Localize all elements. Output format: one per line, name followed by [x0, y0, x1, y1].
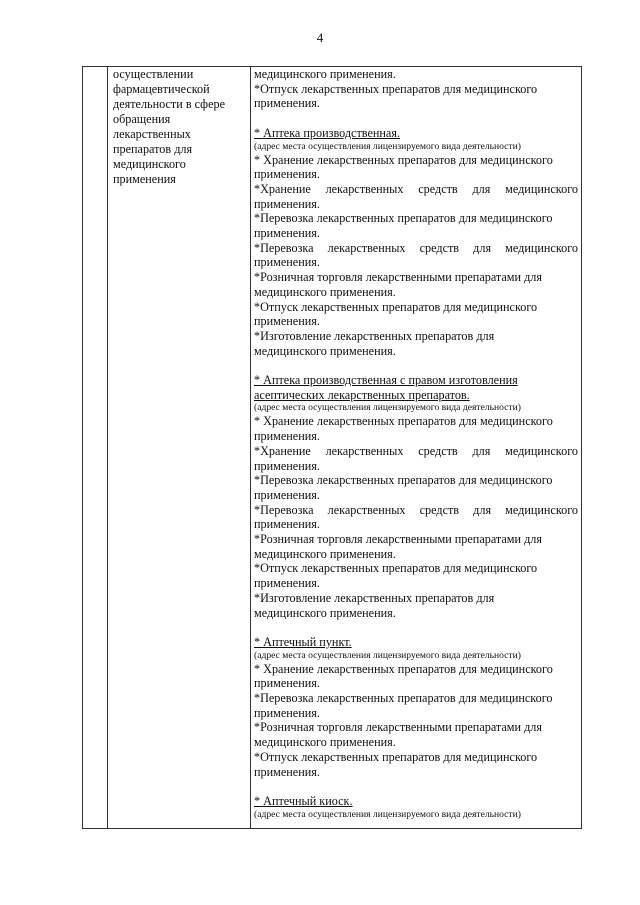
activity-name-line: деятельности в сфере — [113, 97, 225, 111]
activity-name-line: фармацевтической — [113, 82, 210, 96]
activity-item-cont: применения. — [254, 517, 320, 532]
page-number: 4 — [316, 30, 324, 45]
activity-item: *Перевозка лекарственных средств для медицинского — [254, 502, 578, 517]
activity-item-cont: применения. — [254, 255, 320, 270]
activity-item: *Отпуск лекарственных препаратов для медицинского — [254, 749, 538, 764]
address-note: (адрес места осуществления лицензируемого вида деятельности) — [254, 402, 521, 414]
activity-item-cont: медицинского применения. — [254, 605, 396, 620]
activity-item: *Хранение лекарственных средств для медицинского — [254, 443, 578, 458]
activity-item-cont: применения. — [254, 226, 320, 241]
activity-item-cont: применения. — [254, 314, 320, 329]
intro-line: *Отпуск лекарственных препаратов для медицинского — [254, 81, 538, 96]
activity-item-cont: применения. — [254, 458, 320, 473]
activity-item-cont: применения. — [254, 429, 320, 444]
facility-section — [254, 635, 578, 779]
activity-name-line: медицинского — [113, 157, 186, 171]
activity-name-line: лекарственных — [113, 127, 191, 141]
address-note: (адрес места осуществления лицензируемого вида деятельности) — [254, 140, 521, 152]
address-note: (адрес места осуществления лицензируемого вида деятельности) — [254, 649, 521, 661]
activity-item-cont: применения. — [254, 196, 320, 211]
activity-item: *Перевозка лекарственных препаратов для медицинского — [254, 691, 553, 706]
activity-item: *Хранение лекарственных средств для медицинского — [254, 181, 578, 196]
activity-item-cont: медицинского применения. — [254, 284, 396, 299]
activity-name-line: препаратов для — [113, 142, 193, 156]
activity-item-cont: медицинского применения. — [254, 546, 396, 561]
activity-item-cont: применения. — [254, 764, 320, 779]
activity-item-cont: применения. — [254, 167, 320, 182]
section-title: * Аптечный пункт. — [254, 634, 352, 649]
activity-item-cont: медицинского применения. — [254, 735, 396, 750]
activity-item: *Розничная торговля лекарственными препаратами для — [254, 270, 542, 285]
column-divider-1 — [107, 66, 108, 829]
facility-section — [254, 126, 578, 359]
activity-item-cont: применения. — [254, 705, 320, 720]
activity-item: *Перевозка лекарственных препаратов для медицинского — [254, 473, 553, 488]
activity-item: *Изготовление лекарственных препаратов для — [254, 328, 495, 343]
activity-item-cont: применения. — [254, 576, 320, 591]
activity-item-cont: медицинского применения. — [254, 343, 396, 358]
section-title: * Аптечный киоск. — [254, 793, 353, 808]
facilities-cell — [254, 67, 578, 821]
facility-section — [254, 373, 578, 620]
activity-item: * Хранение лекарственных препаратов для медицинского — [254, 152, 553, 167]
activity-item-cont: применения. — [254, 487, 320, 502]
activity-name-line: обращения — [113, 112, 171, 126]
activity-name-line: осуществлении — [113, 67, 194, 81]
activity-item: *Перевозка лекарственных препаратов для медицинского — [254, 211, 553, 226]
activity-item: *Перевозка лекарственных средств для медицинского — [254, 240, 578, 255]
activity-item: *Розничная торговля лекарственными препаратами для — [254, 532, 542, 547]
activity-name-cell — [113, 67, 248, 187]
intro-line: применения. — [254, 96, 320, 111]
section-title: асептических лекарственных препаратов. — [254, 387, 470, 402]
section-title: * Аптека производственная. — [254, 125, 400, 140]
activity-item: *Отпуск лекарственных препаратов для медицинского — [254, 561, 538, 576]
activity-item: * Хранение лекарственных препаратов для медицинского — [254, 414, 553, 429]
section-title: * Аптека производственная с правом изготовления — [254, 373, 518, 388]
table-bottom-border — [82, 828, 582, 829]
address-note: (адрес места осуществления лицензируемого вида деятельности) — [254, 808, 521, 820]
table-right-border — [581, 66, 582, 829]
column-divider-2 — [250, 66, 251, 829]
activity-item: *Розничная торговля лекарственными препаратами для — [254, 720, 542, 735]
facility-section — [254, 794, 578, 821]
table-left-border — [82, 66, 83, 829]
activity-item: *Изготовление лекарственных препаратов для — [254, 590, 495, 605]
activity-item: *Отпуск лекарственных препаратов для медицинского — [254, 299, 538, 314]
activity-item-cont: применения. — [254, 676, 320, 691]
activity-name-line: применения — [113, 172, 176, 186]
activity-item: * Хранение лекарственных препаратов для медицинского — [254, 661, 553, 676]
intro-line: медицинского применения. — [254, 67, 396, 81]
